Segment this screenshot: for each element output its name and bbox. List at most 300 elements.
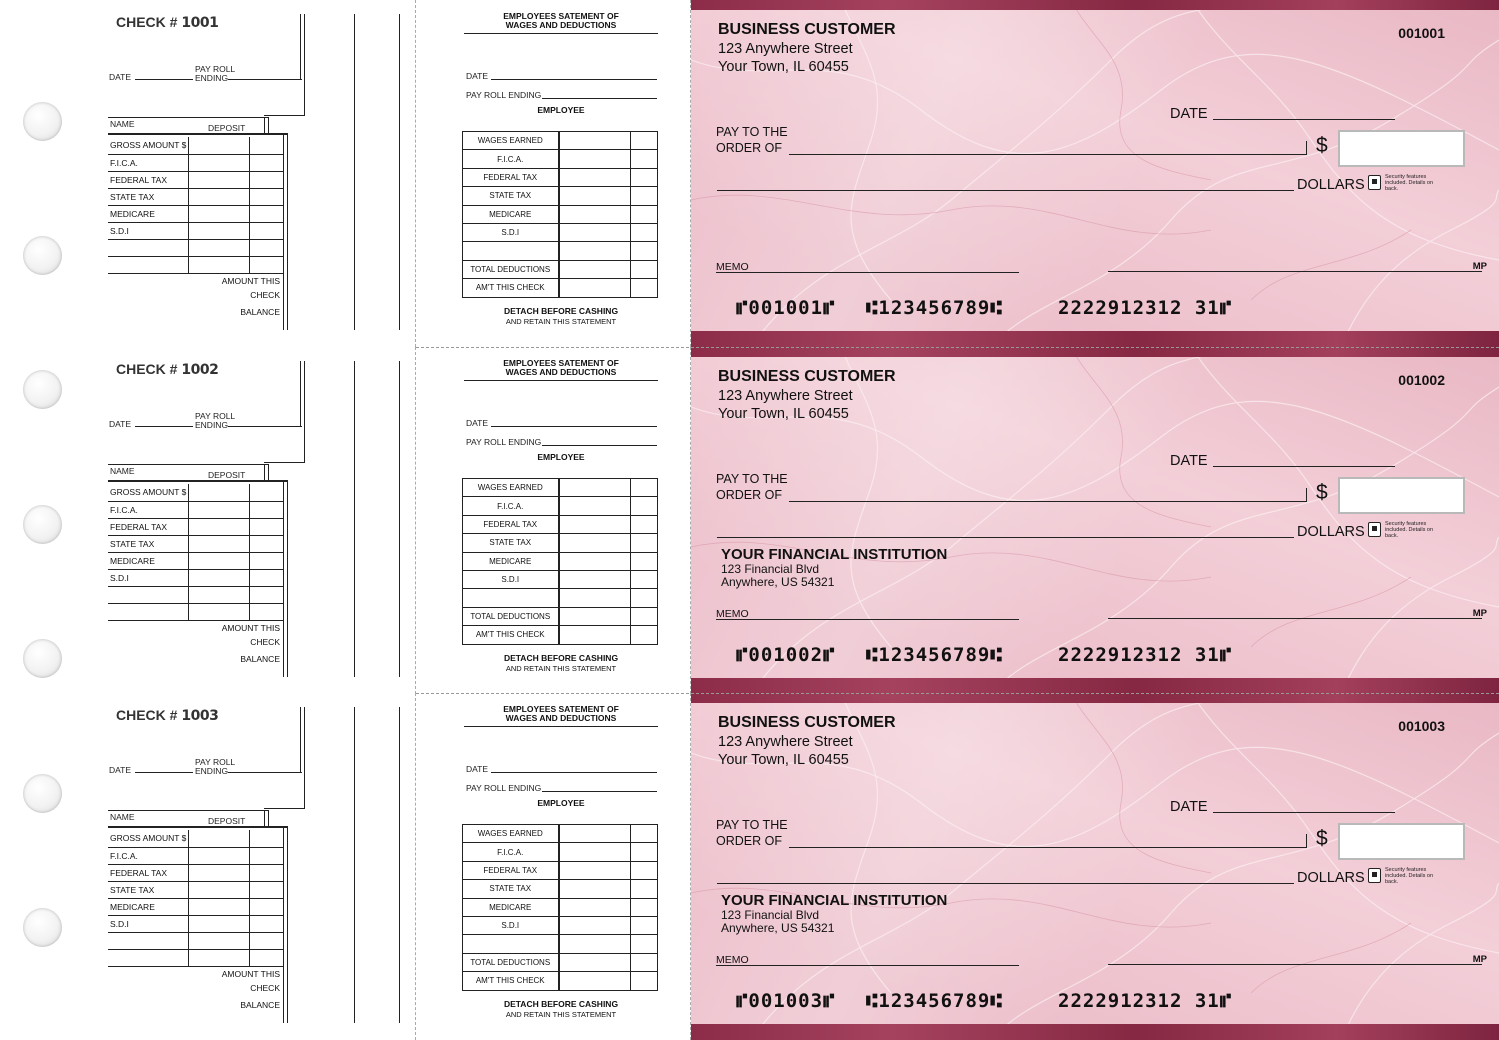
statement-amount-cell[interactable] bbox=[559, 589, 631, 607]
statement-row-label: MEDICARE bbox=[463, 205, 559, 223]
statement-employee-label: EMPLOYEE bbox=[537, 798, 585, 808]
statement-cents-cell[interactable] bbox=[631, 953, 658, 971]
pay-to-label: PAY TO THE ORDER OF bbox=[716, 472, 788, 502]
divider bbox=[1306, 488, 1307, 502]
business-address: 123 Anywhere Street Your Town, IL 60455 bbox=[718, 734, 853, 768]
signature-field[interactable] bbox=[1108, 271, 1482, 272]
stub-amount-cell[interactable] bbox=[189, 137, 250, 154]
statement-row-label: F.I.C.A. bbox=[463, 843, 559, 861]
dollar-sign: $ bbox=[1316, 827, 1328, 850]
check bbox=[691, 0, 1499, 347]
divider bbox=[108, 480, 288, 482]
statement-cents-cell[interactable] bbox=[631, 497, 658, 515]
divider bbox=[264, 462, 305, 463]
stub-amount-cell[interactable] bbox=[250, 915, 284, 932]
divider bbox=[108, 117, 268, 118]
statement-row-label: MEDICARE bbox=[463, 552, 559, 570]
statement-cents-cell[interactable] bbox=[631, 515, 658, 533]
stub-amount-cell[interactable] bbox=[250, 222, 284, 239]
stub-amount-cell[interactable] bbox=[250, 501, 284, 518]
divider bbox=[1306, 141, 1307, 155]
divider bbox=[264, 117, 265, 134]
statement-cents-cell[interactable] bbox=[631, 552, 658, 570]
statement-row-label: AM'T THIS CHECK bbox=[463, 279, 559, 297]
statement-amount-cell[interactable] bbox=[559, 607, 631, 625]
retain-label: AND RETAIN THIS STATEMENT bbox=[505, 317, 617, 326]
statement-amount-cell[interactable] bbox=[559, 843, 631, 861]
check-number: 001003 bbox=[1398, 718, 1445, 734]
statement-amount-cell[interactable] bbox=[559, 515, 631, 533]
statement-table-row bbox=[463, 242, 658, 260]
check-row bbox=[0, 693, 1499, 1040]
check-border bbox=[691, 693, 1499, 703]
statement-cents-cell[interactable] bbox=[631, 223, 658, 241]
statement-row-label: AM'T THIS CHECK bbox=[463, 626, 559, 644]
stub-amount-cell[interactable] bbox=[250, 932, 284, 949]
date-field[interactable] bbox=[1213, 466, 1395, 467]
stub-table-row bbox=[108, 222, 284, 239]
stub-row-label: STATE TAX bbox=[108, 188, 189, 205]
stub-deposit-label: DEPOSIT bbox=[208, 816, 246, 826]
padlock-icon bbox=[1368, 868, 1381, 883]
detach-label: DETACH BEFORE CASHING bbox=[503, 653, 619, 663]
statement-table-row bbox=[463, 534, 658, 552]
stub-amount-cell[interactable] bbox=[189, 239, 250, 256]
dollars-label: DOLLARS bbox=[1297, 524, 1365, 540]
stub-table-row bbox=[108, 256, 284, 273]
statement-payroll-label: PAY ROLL ENDING bbox=[466, 90, 542, 100]
payee-field[interactable] bbox=[789, 847, 1307, 848]
statement-table bbox=[462, 478, 658, 645]
stub-amount-cell[interactable] bbox=[250, 586, 284, 603]
stub-table-row bbox=[108, 552, 284, 569]
statement-cents-cell[interactable] bbox=[631, 589, 658, 607]
stub-deductions-table bbox=[108, 137, 284, 274]
statement-row-label: AM'T THIS CHECK bbox=[463, 972, 559, 990]
stub-table-row bbox=[108, 188, 284, 205]
stub-amount-cell[interactable] bbox=[250, 239, 284, 256]
statement-row-label: WAGES EARNED bbox=[463, 479, 559, 497]
stub-amount-cell[interactable] bbox=[250, 137, 284, 154]
divider bbox=[264, 810, 265, 827]
stub-row-label: F.I.C.A. bbox=[108, 154, 189, 171]
check-row bbox=[0, 347, 1499, 694]
micr-routing: ⑆123456789⑆ bbox=[866, 644, 1003, 666]
amount-field[interactable] bbox=[1338, 130, 1465, 167]
divider bbox=[287, 481, 288, 677]
stub-row-label bbox=[108, 256, 189, 273]
statement-amount-cell[interactable] bbox=[559, 626, 631, 644]
statement-amount-cell[interactable] bbox=[559, 260, 631, 278]
row-perforation bbox=[416, 693, 1499, 694]
stub-amount-cell[interactable] bbox=[250, 847, 284, 864]
statement-table-row bbox=[463, 205, 658, 223]
security-note: Security features included. Details on back. bbox=[1385, 174, 1434, 192]
divider bbox=[268, 810, 269, 827]
stub-amount-cell[interactable] bbox=[250, 205, 284, 222]
statement-cents-cell[interactable] bbox=[631, 843, 658, 861]
micr-account: 2222912312 31⑈ bbox=[1058, 990, 1233, 1012]
statement-cents-cell[interactable] bbox=[631, 880, 658, 898]
divider bbox=[268, 117, 269, 134]
date-field[interactable] bbox=[1213, 119, 1395, 120]
stub-table-row bbox=[108, 898, 284, 915]
statement-amount-cell[interactable] bbox=[559, 534, 631, 552]
statement-payroll-line bbox=[542, 791, 657, 792]
stub-amount-cell[interactable] bbox=[250, 864, 284, 881]
amount-field[interactable] bbox=[1338, 477, 1465, 514]
stub-table-row bbox=[108, 949, 284, 966]
statement-amount-cell[interactable] bbox=[559, 552, 631, 570]
statement-row-label: STATE TAX bbox=[463, 187, 559, 205]
stub-table-row bbox=[108, 569, 284, 586]
statement-table-row bbox=[463, 589, 658, 607]
stub-row-label: S.D.I bbox=[108, 569, 189, 586]
stub-row-label: MEDICARE bbox=[108, 205, 189, 222]
stub-row-label bbox=[108, 239, 189, 256]
statement-cents-cell[interactable] bbox=[631, 825, 658, 843]
divider bbox=[304, 361, 305, 463]
divider bbox=[300, 14, 301, 80]
mp-label: MP bbox=[1472, 954, 1487, 965]
statement-cents-cell[interactable] bbox=[631, 898, 658, 916]
statement-table-row bbox=[463, 150, 658, 168]
statement-cents-cell[interactable] bbox=[631, 260, 658, 278]
statement-cents-cell[interactable] bbox=[631, 187, 658, 205]
memo-field[interactable] bbox=[716, 965, 1019, 966]
statement-amount-cell[interactable] bbox=[559, 935, 631, 953]
statement-cents-cell[interactable] bbox=[631, 972, 658, 990]
statement-cents-cell[interactable] bbox=[631, 132, 658, 150]
statement-row-label: STATE TAX bbox=[463, 880, 559, 898]
statement-payroll-label: PAY ROLL ENDING bbox=[466, 437, 542, 447]
stub-amount-cell[interactable] bbox=[189, 915, 250, 932]
stub-date-label: DATE bbox=[109, 72, 132, 82]
stub-date-label: DATE bbox=[109, 419, 132, 429]
stub-payroll-label: PAY ROLL ENDING bbox=[195, 757, 236, 776]
stub-amount-cell[interactable] bbox=[189, 603, 250, 620]
bank-address: 123 Financial Blvd Anywhere, US 54321 bbox=[721, 908, 835, 935]
statement-cents-cell[interactable] bbox=[631, 150, 658, 168]
stub-deposit-label: DEPOSIT bbox=[208, 123, 246, 133]
stub-row-label: GROSS AMOUNT $ bbox=[108, 830, 189, 847]
statement-table-row bbox=[463, 935, 658, 953]
stub-table-row bbox=[108, 501, 284, 518]
statement-row-label: FEDERAL TAX bbox=[463, 861, 559, 879]
payee-field[interactable] bbox=[789, 154, 1307, 155]
statement-table-row bbox=[463, 626, 658, 644]
statement-amount-cell[interactable] bbox=[559, 479, 631, 497]
divider bbox=[399, 14, 400, 330]
memo-field[interactable] bbox=[716, 272, 1019, 273]
statement-table-row bbox=[463, 843, 658, 861]
statement-amount-cell[interactable] bbox=[559, 132, 631, 150]
micr-account: 2222912312 31⑈ bbox=[1058, 644, 1233, 666]
stub-amount-cell[interactable] bbox=[250, 830, 284, 847]
micr-routing: ⑆123456789⑆ bbox=[866, 990, 1003, 1012]
stub-row-label bbox=[108, 932, 189, 949]
statement-table-row bbox=[463, 972, 658, 990]
statement-row-label: STATE TAX bbox=[463, 534, 559, 552]
stub-amount-cell[interactable] bbox=[189, 171, 250, 188]
divider bbox=[268, 464, 269, 481]
stub-amount-cell[interactable] bbox=[189, 881, 250, 898]
stub-amount-cell[interactable] bbox=[189, 830, 250, 847]
check-number: 001001 bbox=[1398, 25, 1445, 41]
stub-name-label: NAME bbox=[110, 812, 135, 822]
statement-row-label: MEDICARE bbox=[463, 898, 559, 916]
bank-address: 123 Financial Blvd Anywhere, US 54321 bbox=[721, 562, 835, 589]
stub-name-label: NAME bbox=[110, 119, 135, 129]
stub-table-row bbox=[108, 535, 284, 552]
memo-label: MEMO bbox=[716, 608, 749, 620]
statement-cents-cell[interactable] bbox=[631, 205, 658, 223]
stub-deposit-label: DEPOSIT bbox=[208, 470, 246, 480]
statement-cents-cell[interactable] bbox=[631, 935, 658, 953]
stub-deductions-table bbox=[108, 484, 284, 621]
divider bbox=[108, 464, 268, 465]
stub-amount-cell[interactable] bbox=[189, 569, 250, 586]
statement-date-line bbox=[491, 426, 657, 427]
statement-row-label: S.D.I bbox=[463, 916, 559, 934]
payee-field[interactable] bbox=[789, 501, 1307, 502]
statement-table-row bbox=[463, 223, 658, 241]
stub-amount-cell[interactable] bbox=[250, 569, 284, 586]
stub-amount-cell[interactable] bbox=[250, 535, 284, 552]
statement-amount-cell[interactable] bbox=[559, 242, 631, 260]
business-name: BUSINESS CUSTOMER bbox=[718, 714, 896, 731]
statement-amount-cell[interactable] bbox=[559, 187, 631, 205]
stub-amount-cell[interactable] bbox=[189, 222, 250, 239]
statement-payroll-label: PAY ROLL ENDING bbox=[466, 783, 542, 793]
divider bbox=[108, 810, 268, 811]
stub-row-label: S.D.I bbox=[108, 222, 189, 239]
stub-row-label: GROSS AMOUNT $ bbox=[108, 484, 189, 501]
stub-amount-cell[interactable] bbox=[250, 603, 284, 620]
statement-cents-cell[interactable] bbox=[631, 861, 658, 879]
stub-row-label bbox=[108, 586, 189, 603]
stub-table-row bbox=[108, 205, 284, 222]
signature-field[interactable] bbox=[1108, 618, 1482, 619]
divider bbox=[354, 361, 355, 677]
statement-cents-cell[interactable] bbox=[631, 479, 658, 497]
stub-amount-cell[interactable] bbox=[189, 864, 250, 881]
statement-date-label: DATE bbox=[466, 71, 489, 81]
statement-amount-cell[interactable] bbox=[559, 953, 631, 971]
date-field[interactable] bbox=[1213, 812, 1395, 813]
stub-row-label bbox=[108, 949, 189, 966]
memo-label: MEMO bbox=[716, 261, 749, 273]
micr-check-number: ⑈001001⑈ bbox=[736, 297, 836, 319]
stub-table-row bbox=[108, 586, 284, 603]
statement-cents-cell[interactable] bbox=[631, 242, 658, 260]
stub-row-label bbox=[108, 603, 189, 620]
stub-balance-label: BALANCE bbox=[240, 307, 280, 317]
written-amount-field[interactable] bbox=[717, 883, 1294, 884]
mp-label: MP bbox=[1472, 261, 1487, 272]
statement-cents-cell[interactable] bbox=[631, 916, 658, 934]
stub-amount-cell[interactable] bbox=[189, 484, 250, 501]
divider bbox=[399, 707, 400, 1023]
stub-table-row bbox=[108, 171, 284, 188]
stub-amount-cell[interactable] bbox=[250, 154, 284, 171]
stub-table-row bbox=[108, 881, 284, 898]
divider bbox=[354, 14, 355, 330]
written-amount-field[interactable] bbox=[717, 537, 1294, 538]
statement-amount-cell[interactable] bbox=[559, 279, 631, 297]
statement-amount-cell[interactable] bbox=[559, 223, 631, 241]
stub-amount-cell[interactable] bbox=[189, 188, 250, 205]
stub-table-row bbox=[108, 518, 284, 535]
statement-table bbox=[462, 824, 658, 991]
statement-cents-cell[interactable] bbox=[631, 626, 658, 644]
statement-date-label: DATE bbox=[466, 764, 489, 774]
statement-table-row bbox=[463, 825, 658, 843]
mp-label: MP bbox=[1472, 608, 1487, 619]
statement-row-label: TOTAL DEDUCTIONS bbox=[463, 607, 559, 625]
check-border bbox=[691, 1024, 1499, 1040]
stub-row-label: FEDERAL TAX bbox=[108, 171, 189, 188]
statement-cents-cell[interactable] bbox=[631, 279, 658, 297]
stub-amount-label: AMOUNT THIS CHECK bbox=[221, 969, 280, 993]
amount-field[interactable] bbox=[1338, 823, 1465, 860]
stub-check-number: CHECK # 1003 bbox=[116, 707, 219, 724]
statement-row-label: F.I.C.A. bbox=[463, 150, 559, 168]
stub-amount-cell[interactable] bbox=[189, 949, 250, 966]
stub-amount-cell[interactable] bbox=[189, 518, 250, 535]
stub-check-number: CHECK # 1002 bbox=[116, 361, 219, 378]
stub-amount-cell[interactable] bbox=[189, 256, 250, 273]
statement-amount-cell[interactable] bbox=[559, 150, 631, 168]
stub-amount-cell[interactable] bbox=[189, 586, 250, 603]
pay-to-label: PAY TO THE ORDER OF bbox=[716, 125, 788, 155]
stub-amount-cell[interactable] bbox=[250, 552, 284, 569]
statement-employee-label: EMPLOYEE bbox=[537, 452, 585, 462]
stub-amount-cell[interactable] bbox=[250, 881, 284, 898]
divider bbox=[264, 808, 305, 809]
statement-row-label bbox=[463, 589, 559, 607]
stub-name-label: NAME bbox=[110, 466, 135, 476]
statement-amount-cell[interactable] bbox=[559, 570, 631, 588]
stub-amount-cell[interactable] bbox=[250, 484, 284, 501]
stub-table-row bbox=[108, 847, 284, 864]
statement-row-label: FEDERAL TAX bbox=[463, 168, 559, 186]
micr-check-number: ⑈001003⑈ bbox=[736, 990, 836, 1012]
stub-row-label: MEDICARE bbox=[108, 898, 189, 915]
wage-statement bbox=[416, 693, 691, 1040]
statement-table-row bbox=[463, 168, 658, 186]
stub-amount-cell[interactable] bbox=[189, 847, 250, 864]
stub-amount-cell[interactable] bbox=[250, 898, 284, 915]
statement-table-row bbox=[463, 187, 658, 205]
dollars-label: DOLLARS bbox=[1297, 177, 1365, 193]
micr-routing: ⑆123456789⑆ bbox=[866, 297, 1003, 319]
stub-amount-cell[interactable] bbox=[189, 501, 250, 518]
stub-amount-cell[interactable] bbox=[189, 205, 250, 222]
check-number: 001002 bbox=[1398, 372, 1445, 388]
stub-payroll-line bbox=[228, 772, 302, 773]
stub-amount-cell[interactable] bbox=[250, 256, 284, 273]
detach-label: DETACH BEFORE CASHING bbox=[503, 306, 619, 316]
statement-amount-cell[interactable] bbox=[559, 861, 631, 879]
statement-date-line bbox=[491, 79, 657, 80]
stub-row-label: S.D.I bbox=[108, 915, 189, 932]
statement-amount-cell[interactable] bbox=[559, 880, 631, 898]
statement-amount-cell[interactable] bbox=[559, 916, 631, 934]
statement-employee-label: EMPLOYEE bbox=[537, 105, 585, 115]
statement-cents-cell[interactable] bbox=[631, 570, 658, 588]
statement-cents-cell[interactable] bbox=[631, 607, 658, 625]
dollar-sign: $ bbox=[1316, 134, 1328, 157]
written-amount-field[interactable] bbox=[717, 190, 1294, 191]
check-stub bbox=[0, 347, 415, 694]
stub-table-row bbox=[108, 239, 284, 256]
statement-table-row bbox=[463, 861, 658, 879]
check-border bbox=[691, 678, 1499, 694]
statement-cents-cell[interactable] bbox=[631, 534, 658, 552]
stub-row-label: STATE TAX bbox=[108, 881, 189, 898]
statement-row-label: TOTAL DEDUCTIONS bbox=[463, 953, 559, 971]
bank-name: YOUR FINANCIAL INSTITUTION bbox=[721, 546, 948, 563]
stub-row-label: F.I.C.A. bbox=[108, 847, 189, 864]
stub-row-label: FEDERAL TAX bbox=[108, 864, 189, 881]
stub-payroll-line bbox=[228, 426, 302, 427]
statement-amount-cell[interactable] bbox=[559, 497, 631, 515]
statement-row-label: TOTAL DEDUCTIONS bbox=[463, 260, 559, 278]
signature-field[interactable] bbox=[1108, 964, 1482, 965]
statement-amount-cell[interactable] bbox=[559, 205, 631, 223]
stub-amount-cell[interactable] bbox=[250, 171, 284, 188]
divider bbox=[264, 464, 265, 481]
retain-label: AND RETAIN THIS STATEMENT bbox=[505, 1010, 617, 1019]
stub-amount-cell[interactable] bbox=[189, 154, 250, 171]
stub-amount-cell[interactable] bbox=[250, 518, 284, 535]
wage-statement bbox=[416, 347, 691, 694]
statement-amount-cell[interactable] bbox=[559, 972, 631, 990]
memo-field[interactable] bbox=[716, 619, 1019, 620]
statement-amount-cell[interactable] bbox=[559, 825, 631, 843]
pay-to-label: PAY TO THE ORDER OF bbox=[716, 818, 788, 848]
stub-amount-cell[interactable] bbox=[189, 535, 250, 552]
statement-payroll-line bbox=[542, 445, 657, 446]
check bbox=[691, 693, 1499, 1040]
check-stub bbox=[0, 693, 415, 1040]
statement-amount-cell[interactable] bbox=[559, 898, 631, 916]
stub-row-label: GROSS AMOUNT $ bbox=[108, 137, 189, 154]
statement-title: EMPLOYEES SATEMENT OF WAGES AND DEDUCTIONS bbox=[464, 705, 658, 727]
stub-check-number: CHECK # 1001 bbox=[116, 14, 219, 31]
divider bbox=[108, 133, 288, 135]
date-label: DATE bbox=[1170, 799, 1208, 815]
divider bbox=[1306, 834, 1307, 848]
stub-date-line bbox=[135, 79, 193, 80]
dollars-label: DOLLARS bbox=[1297, 870, 1365, 886]
stub-amount-cell[interactable] bbox=[250, 949, 284, 966]
stub-row-label: STATE TAX bbox=[108, 535, 189, 552]
stub-amount-cell[interactable] bbox=[189, 552, 250, 569]
stub-amount-cell[interactable] bbox=[189, 898, 250, 915]
statement-amount-cell[interactable] bbox=[559, 168, 631, 186]
stub-table-row bbox=[108, 830, 284, 847]
stub-table-row bbox=[108, 603, 284, 620]
divider bbox=[399, 361, 400, 677]
stub-amount-cell[interactable] bbox=[189, 932, 250, 949]
statement-table-row bbox=[463, 953, 658, 971]
stub-amount-cell[interactable] bbox=[250, 188, 284, 205]
divider bbox=[354, 707, 355, 1023]
statement-row-label: S.D.I bbox=[463, 223, 559, 241]
statement-cents-cell[interactable] bbox=[631, 168, 658, 186]
